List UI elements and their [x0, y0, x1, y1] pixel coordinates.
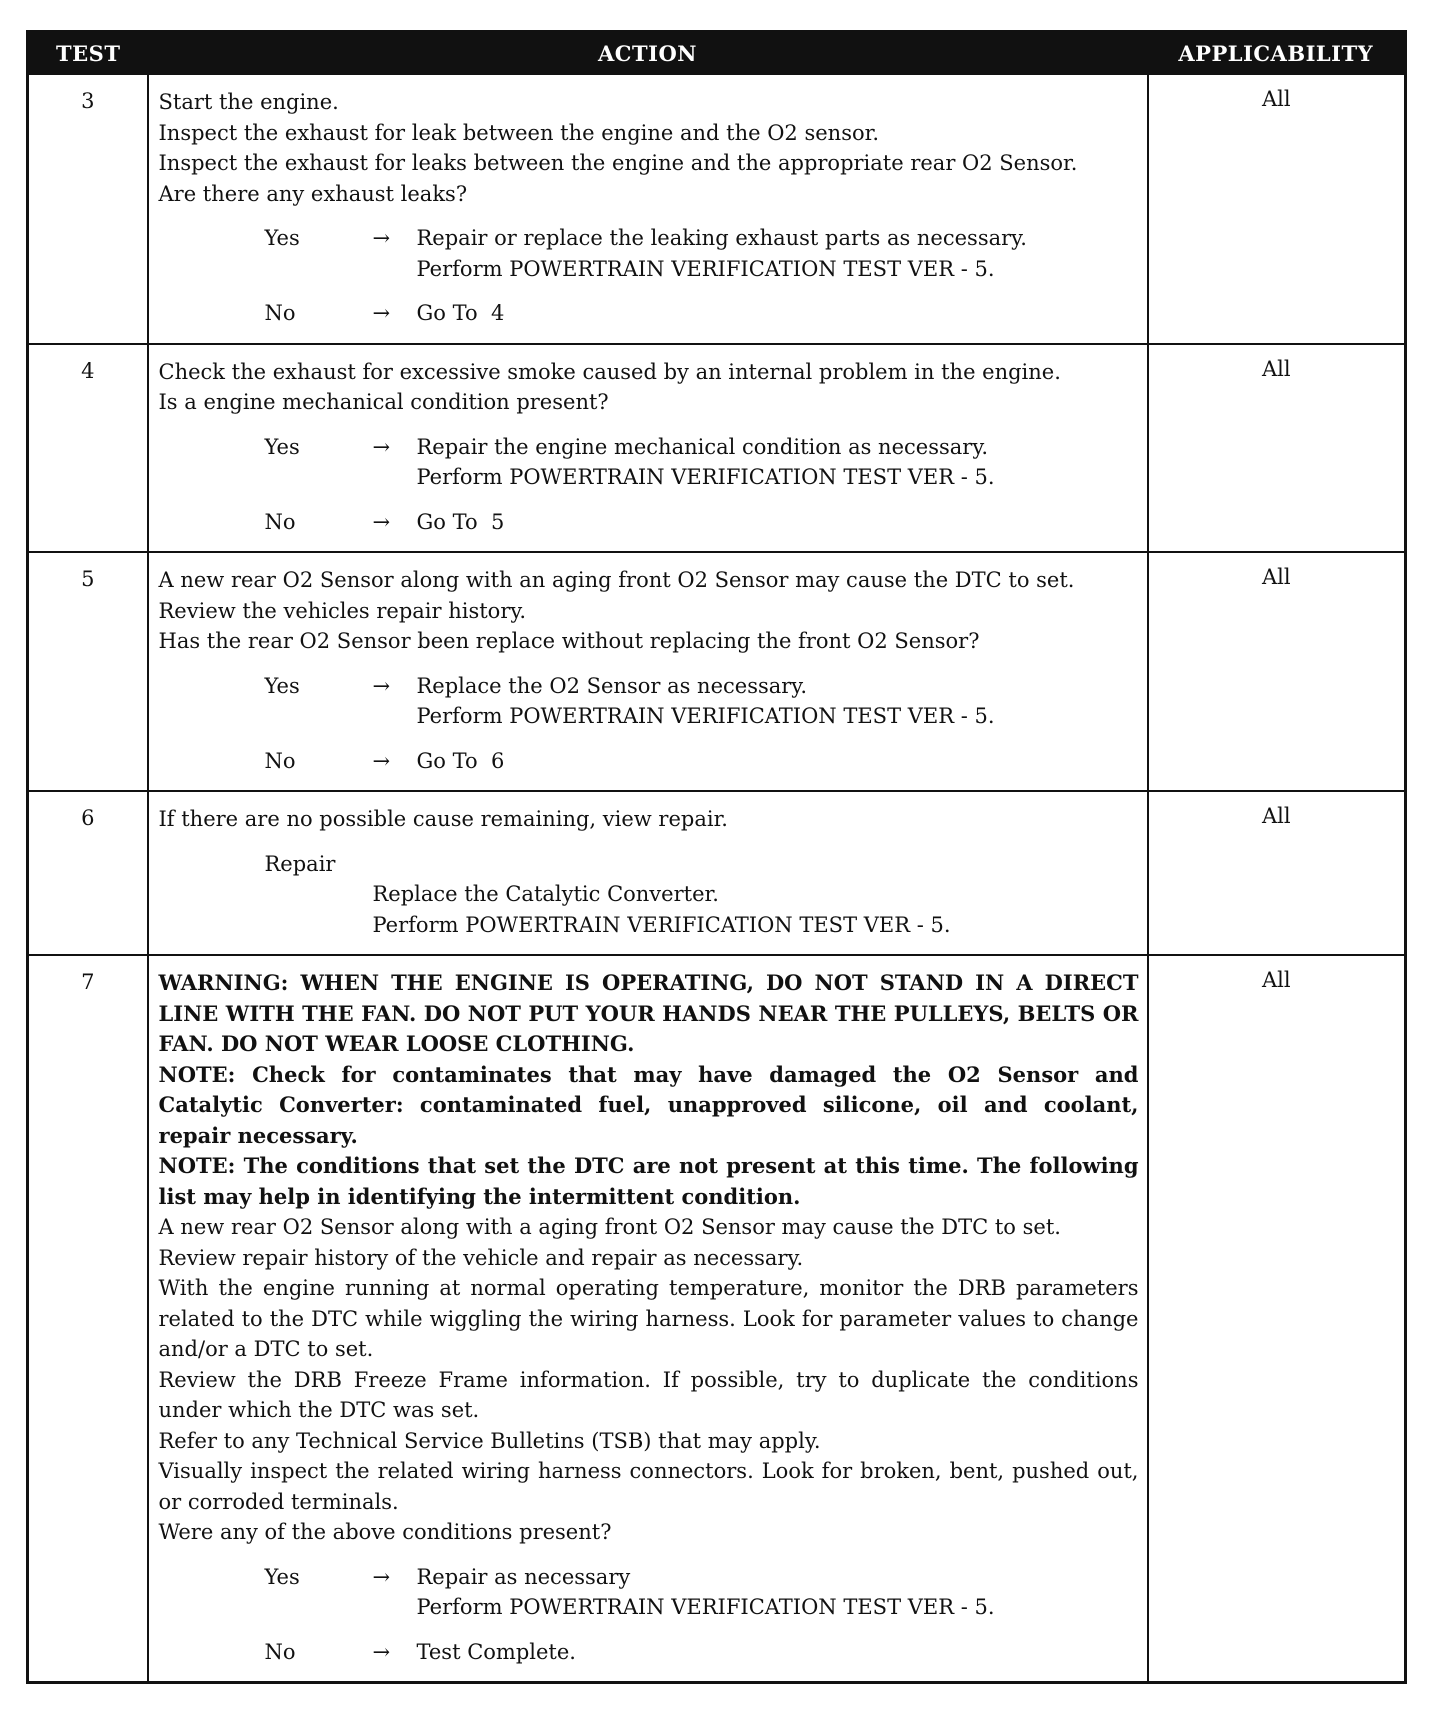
table-row	[28, 74, 1406, 344]
action-line: Start the engine.	[158, 90, 339, 114]
repair-block	[265, 849, 1139, 941]
action-line: Review the DRB Freeze Frame information. If possible, try to duplicate the conditions under which the DTC was set.	[158, 1367, 1139, 1422]
applicability-value: All	[1148, 74, 1406, 344]
action-line: Review the vehicles repair history.	[158, 598, 527, 623]
applicability-value: All	[1148, 955, 1406, 1683]
no-option	[265, 298, 1139, 329]
diagnostic-procedure-sheet	[26, 30, 1404, 1684]
action-line: Were any of the above conditions present?	[158, 1520, 612, 1544]
answer-options	[159, 1562, 1139, 1668]
diagnostic-test-table	[26, 30, 1407, 1684]
table-row	[28, 552, 1406, 791]
header-test: TEST	[28, 32, 148, 75]
yes-option	[265, 671, 1139, 732]
yes-result	[417, 671, 1139, 732]
yes-result	[417, 223, 1139, 284]
action-line: Inspect the exhaust for leaks between the engine and the appropriate rear O2 Sensor.	[158, 151, 1078, 175]
action-cell	[148, 791, 1148, 955]
no-result: Test Complete.	[416, 1639, 576, 1664]
yes-result-line: Replace the O2 Sensor as necessary.	[416, 673, 808, 698]
yes-label: Yes	[264, 673, 300, 698]
action-line: With the engine running at normal operating temperature, monitor the DRB parameters related to the DTC while wiggling the wiring harness. Look for parameter values to change and/or a DTC to set.	[158, 1276, 1139, 1361]
arrow-icon: →	[372, 673, 391, 698]
action-cell	[148, 74, 1148, 344]
repair-line: Perform POWERTRAIN VERIFICATION TEST VER - 5.	[372, 912, 951, 937]
yes-result-line: Perform POWERTRAIN VERIFICATION TEST VER - 5.	[416, 1595, 995, 1619]
no-label: No	[264, 1639, 296, 1664]
yes-label: Yes	[264, 1564, 300, 1589]
no-option	[265, 746, 1139, 777]
arrow-icon: →	[372, 509, 391, 534]
table-row	[28, 791, 1406, 955]
table-row	[28, 344, 1406, 553]
warning-text: WARNING: WHEN THE ENGINE IS OPERATING, DO NOT STAND IN A DIRECT LINE WITH THE FAN. DO NOT PUT YOUR HANDS NEAR THE PULLEYS, BELTS OR FAN. DO NOT WEAR LOOSE CLOTHING.	[158, 970, 1139, 1056]
no-result: Go To 6	[416, 748, 505, 773]
no-option	[265, 1637, 1139, 1668]
repair-label: Repair	[264, 851, 336, 876]
answer-options	[159, 671, 1139, 777]
answer-options	[159, 432, 1139, 538]
yes-result-line: Repair or replace the leaking exhaust parts as necessary.	[416, 226, 1027, 250]
repair-steps	[373, 879, 1139, 940]
test-number: 5	[28, 552, 148, 791]
yes-label: Yes	[264, 434, 300, 459]
table-row	[28, 955, 1406, 1683]
test-number: 3	[28, 74, 148, 344]
action-line: Is a engine mechanical condition present?	[158, 390, 609, 414]
yes-result-line: Repair as necessary	[416, 1564, 631, 1589]
action-line: Check the exhaust for excessive smoke caused by an internal problem in the engine.	[158, 359, 1061, 384]
action-cell	[148, 955, 1148, 1683]
test-number: 6	[28, 791, 148, 955]
yes-option	[265, 432, 1139, 493]
yes-result-line: Repair the engine mechanical condition as necessary.	[416, 434, 989, 459]
yes-result	[417, 1562, 1139, 1623]
action-line: Has the rear O2 Sensor been replace without replacing the front O2 Sensor?	[158, 629, 980, 653]
action-line: Are there any exhaust leaks?	[158, 181, 468, 206]
applicability-value: All	[1148, 344, 1406, 553]
yes-option	[265, 223, 1139, 284]
no-label: No	[264, 301, 296, 325]
yes-result-line: Perform POWERTRAIN VERIFICATION TEST VER - 5.	[416, 465, 995, 489]
no-label: No	[264, 509, 296, 534]
no-result: Go To 5	[416, 509, 505, 534]
test-number: 7	[28, 955, 148, 1683]
yes-result-line: Perform POWERTRAIN VERIFICATION TEST VER - 5.	[416, 704, 995, 728]
note-text: NOTE: The conditions that set the DTC are not present at this time. The following list may help in identifying the intermittent condition.	[158, 1153, 1139, 1209]
yes-label: Yes	[264, 226, 300, 250]
action-cell	[148, 344, 1148, 553]
no-result: Go To 4	[416, 301, 505, 325]
repair-line: Replace the Catalytic Converter.	[372, 882, 719, 906]
applicability-value: All	[1148, 552, 1406, 791]
action-line: Visually inspect the related wiring harness connectors. Look for broken, bent, pushed out, or corroded terminals.	[158, 1459, 1139, 1514]
test-number: 4	[28, 344, 148, 553]
yes-option	[265, 1562, 1139, 1623]
table-header-row	[28, 32, 1406, 75]
answer-options	[159, 223, 1139, 329]
action-line: Review repair history of the vehicle and repair as necessary.	[158, 1245, 804, 1270]
note-text: NOTE: Check for contaminates that may have damaged the O2 Sensor and Catalytic Converter: contaminated fuel, unapproved silicone, oil and coolant, repair necessary.	[158, 1061, 1139, 1148]
no-option	[265, 507, 1139, 538]
yes-result-line: Perform POWERTRAIN VERIFICATION TEST VER - 5.	[416, 256, 995, 281]
yes-result	[417, 432, 1139, 493]
header-applicability: APPLICABILITY	[1148, 32, 1406, 75]
action-line: If there are no possible cause remaining, view repair.	[158, 807, 728, 831]
no-label: No	[264, 748, 296, 773]
arrow-icon: →	[372, 1564, 391, 1589]
arrow-icon: →	[372, 301, 391, 325]
arrow-icon: →	[372, 226, 391, 250]
action-line: A new rear O2 Sensor along with an aging front O2 Sensor may cause the DTC to set.	[158, 568, 1075, 592]
action-line: A new rear O2 Sensor along with a aging front O2 Sensor may cause the DTC to set.	[158, 1215, 1061, 1239]
header-action: ACTION	[148, 32, 1148, 75]
action-line: Refer to any Technical Service Bulletins (TSB) that may apply.	[158, 1428, 821, 1453]
arrow-icon: →	[372, 1639, 391, 1664]
action-line: Inspect the exhaust for leak between the engine and the O2 sensor.	[158, 120, 880, 145]
arrow-icon: →	[372, 434, 391, 459]
arrow-icon: →	[372, 748, 391, 773]
action-cell	[148, 552, 1148, 791]
applicability-value: All	[1148, 791, 1406, 955]
